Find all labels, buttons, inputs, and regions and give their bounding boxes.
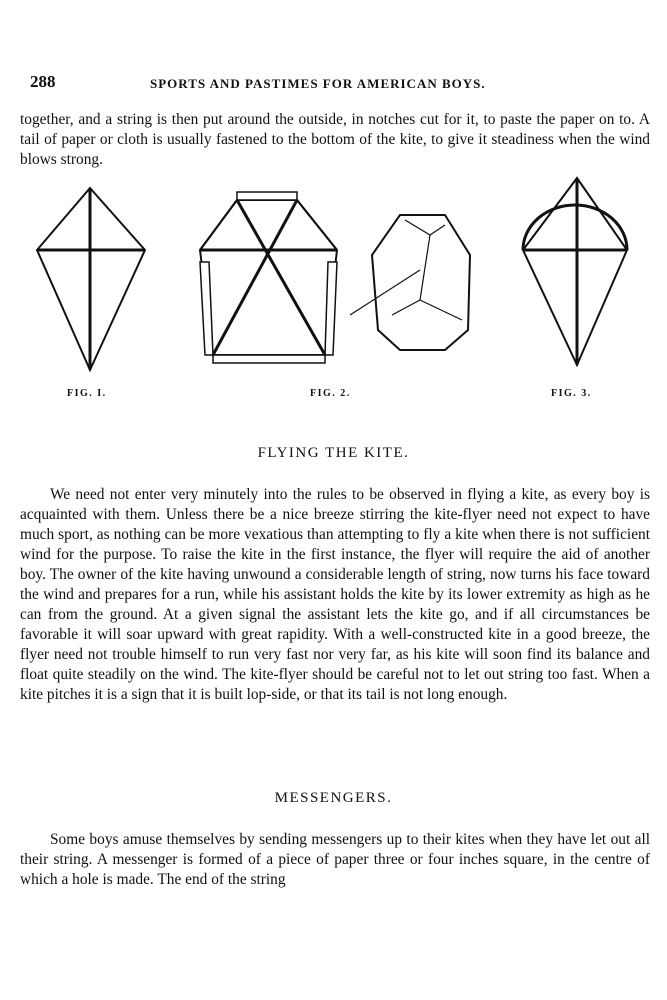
figure-2-caption: FIG. 2. xyxy=(310,388,351,399)
fig2-top-stick xyxy=(237,192,297,200)
figure-3-caption: FIG. 3. xyxy=(551,388,592,399)
section-title-flying-the-kite: FLYING THE KITE. xyxy=(257,445,410,461)
fig2-diagonal-1 xyxy=(237,200,325,355)
messengers-paragraph: Some boys amuse themselves by sending messengers up to their kites when they have let out all their string. A messenger is formed of a piece of paper three or four inches square, in the centre of which a hole is made. The end of the string xyxy=(20,831,650,888)
fig2-left-stick xyxy=(200,262,213,355)
fig3-bridle-e xyxy=(420,300,462,320)
intro-paragraph: together, and a string is then put around the outside, in notches cut for it, to paste the paper on to. A tail of paper or cloth is usually fastened to the bottom of the kite, to give it steadiness when the wind blows strong. xyxy=(20,111,650,168)
fig2-upper-left-stick xyxy=(200,200,237,250)
fig3-bridle-c xyxy=(420,235,430,300)
fig2-right-stick xyxy=(325,262,337,355)
figure-2-hexagon-kite xyxy=(200,192,337,363)
fig3-string xyxy=(350,270,420,315)
figure-4-bow-kite xyxy=(523,178,627,365)
fig3-bridle-b xyxy=(430,225,445,235)
figure-1-diamond-kite xyxy=(37,188,145,370)
section-title-messengers: MESSENGERS. xyxy=(274,790,393,806)
kite-figures xyxy=(0,170,667,410)
fig3-bridle-a xyxy=(405,220,430,235)
running-head: SPORTS AND PASTIMES FOR AMERICAN BOYS. xyxy=(150,76,486,91)
fig3-bridle-d xyxy=(392,300,420,315)
fig3-outline xyxy=(372,215,470,350)
fig2-bottom-stick xyxy=(213,355,325,363)
fig2-diagonal-2 xyxy=(213,200,297,355)
figure-3-octagon-frame xyxy=(350,215,470,350)
fig2-upper-right-stick xyxy=(297,200,337,250)
flying-the-kite-paragraph: We need not enter very minutely into the rules to be observed in flying a kite, as every boy is acquainted with them. Unless there be a nice breeze stirring the kite-flyer need not expect to have much sport, as nothing can be more vexatious than attempting to fly a kite when there is not sufficient wind for the purpose. To raise the kite in the first instance, the flyer will require the aid of another boy. The owner of the kite having unwound a considerable length of string, now turns his face toward the wind and prepares for a run, while his assistant holds the kite by its lower extremity as high as he can from the ground. At a given signal the assistant lets the kite go, and if all circumstances be favorable it will soar upward with great rapidity. With a well-constructed kite in a good breeze, the flyer need not trouble himself to run very fast nor very far, as his kite will soon find its balance and float quite steadily on the wind. The kite-flyer should be careful not to let out string too fast. When a kite pitches it is a sign that it is built lop-side, or that its tail is not long enough. xyxy=(20,486,650,703)
page-number: 288 xyxy=(30,72,56,91)
figure-1-caption: FIG. I. xyxy=(67,388,107,399)
